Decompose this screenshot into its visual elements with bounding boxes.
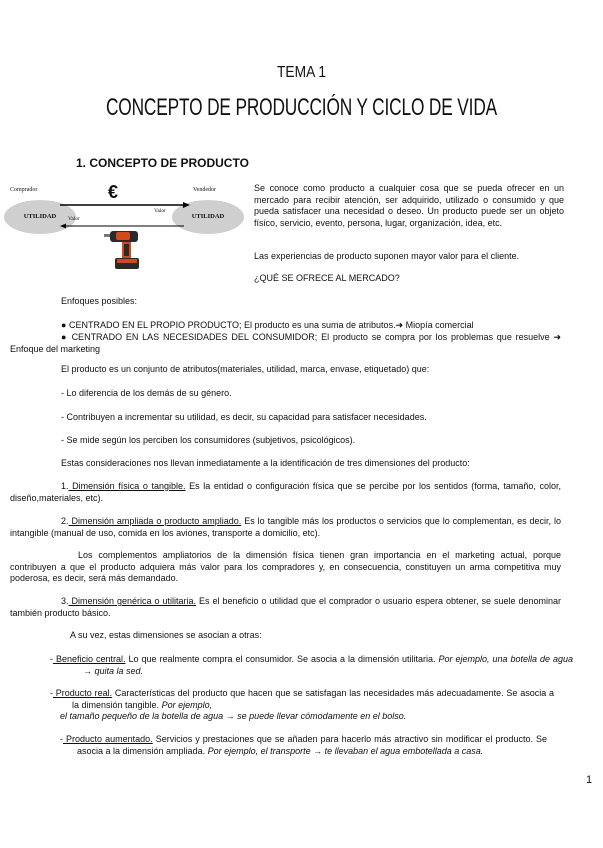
utilidad-right: UTILIDAD — [172, 200, 244, 234]
asociadas-intro: A su vez, estas dimensiones se asocian a otras: — [70, 630, 262, 640]
atributo-2: - Contribuyen a incrementar su utilidad, es decir, su capacidad para satisfacer necesidades. — [61, 412, 427, 422]
producto-aumentado-example: Por ejemplo, el transporte → te llevaban el agua embotellada a casa. — [207, 745, 484, 756]
dimension-3-number: 3. — [61, 596, 69, 606]
enfoque-producto — [61, 320, 561, 332]
dimension-3 — [10, 596, 561, 619]
dimension-1-title: Dimensión física o tangible. — [68, 481, 186, 491]
vendedor-label: Vendedor — [193, 187, 216, 193]
dimension-2-extra: Los complementos ampliatorios de la dimensión física tienen gran importancia en el marketing actual, porque contribuyen a que el producto adquiera más valor para los compradores y, en consecuencia, constituyen un arma competitiva muy poderosa, es decir, será más demandado. — [10, 550, 561, 584]
valor-top-label: Valor — [154, 208, 166, 214]
dash: - — [60, 734, 63, 744]
producto-real-example-1: Por ejemplo, — [161, 699, 213, 710]
intro-paragraph: Se conoce como producto a cualquier cosa que se pueda ofrecer en un mercado para recibir atención, ser adquirido, utilizado o consumido y que pueda satisfacer una necesidad o deseo. Un producto puede ser un objeto físico, servicio, evento, persona, lugar, organización, idea, etc. — [254, 183, 564, 228]
producto-real-example-2: el tamaño pequeño de la botella de agua → se puede llevar cómodamente en el bolso. — [60, 711, 407, 721]
producto-real-title: Producto real. — [53, 688, 113, 698]
utilidad-left: UTILIDAD — [4, 200, 76, 234]
producto-aumentado — [60, 734, 547, 757]
dimension-2-title: Dimensión ampliada o producto ampliado. — [68, 516, 242, 526]
dimension-2-number: 2. — [61, 516, 69, 526]
enfoque-consumidor — [10, 332, 561, 355]
que-se-ofrece: ¿QUÉ SE OFRECE AL MERCADO? — [254, 273, 400, 283]
dimension-2-text: Es lo tangible más los productos o servicios que lo complementan, es decir, lo intangible (manual de uso, comida en los aviones, transporte a domicilio, etc). — [10, 516, 561, 538]
drill-illustration — [102, 228, 148, 272]
tema-label: TEMA 1 — [277, 64, 326, 81]
beneficio-central-example: Por ejemplo, una botella de agua → quita la sed. — [83, 654, 573, 676]
dimension-1 — [10, 481, 561, 504]
dimension-3-title: Dimensión genérica o utilitaria. — [68, 596, 197, 606]
atributos-intro: El producto es un conjunto de atributos(materiales, utilidad, marca, envase, etiquetado) que: — [61, 364, 430, 374]
euro-icon: € — [108, 182, 119, 202]
valor-bottom-label: Valor — [68, 216, 80, 222]
exchange-diagram — [4, 180, 244, 275]
atributo-3: - Se mide según los perciben los consumidores (subjetivos, psicológicos). — [61, 435, 356, 445]
atributo-1: - Lo diferencia de los demás de su género. — [61, 388, 232, 398]
comprador-label: Comprador — [10, 187, 38, 193]
dash: - — [50, 688, 53, 698]
beneficio-central-text: Lo que realmente compra el consumidor. Se asocia a la dimensión utilitaria. — [125, 654, 439, 664]
producto-aumentado-title: Producto aumentado. — [63, 734, 153, 744]
consideraciones: Estas consideraciones nos llevan inmediatamente a la identificación de tres dimensiones del producto: — [61, 458, 470, 468]
document-title: CONCEPTO DE PRODUCCIÓN Y CICLO DE VIDA — [105, 94, 498, 121]
producto-aumentado-text: Servicios y prestaciones que se añaden para hacerlo más atractivo sin modificar el producto. Se asocia a la dimensión ampliada. — [77, 734, 548, 756]
dash: - — [50, 654, 53, 664]
dimension-1-number: 1. — [61, 481, 69, 491]
bullet-icon: ● — [61, 320, 67, 330]
enfoques-title: Enfoques posibles: — [61, 296, 138, 306]
enfoque-consumidor-text: CENTRADO EN LAS NECESIDADES DEL CONSUMIDOR; El producto se compra por los problemas que resuelve ➜ Enfoque del marketing — [10, 332, 561, 354]
experiencias-text: Las experiencias de producto suponen mayor valor para el cliente. — [254, 251, 520, 261]
dimension-3-text: Es el beneficio o utilidad que el comprador o usuario espera obtener, se suele denominar también producto básico. — [10, 596, 561, 618]
dimension-1-text: Es la entidad o configuración física que se percibe por los sentidos (forma, tamaño, color, diseño,materiales, etc). — [10, 481, 561, 503]
beneficio-central — [50, 654, 573, 677]
page-number: 1 — [586, 774, 593, 786]
bullet-icon: ● — [61, 332, 68, 342]
section-heading: 1. CONCEPTO DE PRODUCTO — [76, 156, 249, 170]
dimension-2 — [10, 516, 561, 539]
producto-real — [50, 688, 554, 711]
enfoque-producto-text: CENTRADO EN EL PROPIO PRODUCTO; El producto es una suma de atributos.➜ Miopía comercial — [68, 320, 474, 330]
producto-real-text: Características del producto que hacen que se satisfagan las necesidades más adecuadamente. Se asocia a la dimensión tangible. — [72, 688, 554, 710]
beneficio-central-title: Beneficio central. — [53, 654, 126, 664]
